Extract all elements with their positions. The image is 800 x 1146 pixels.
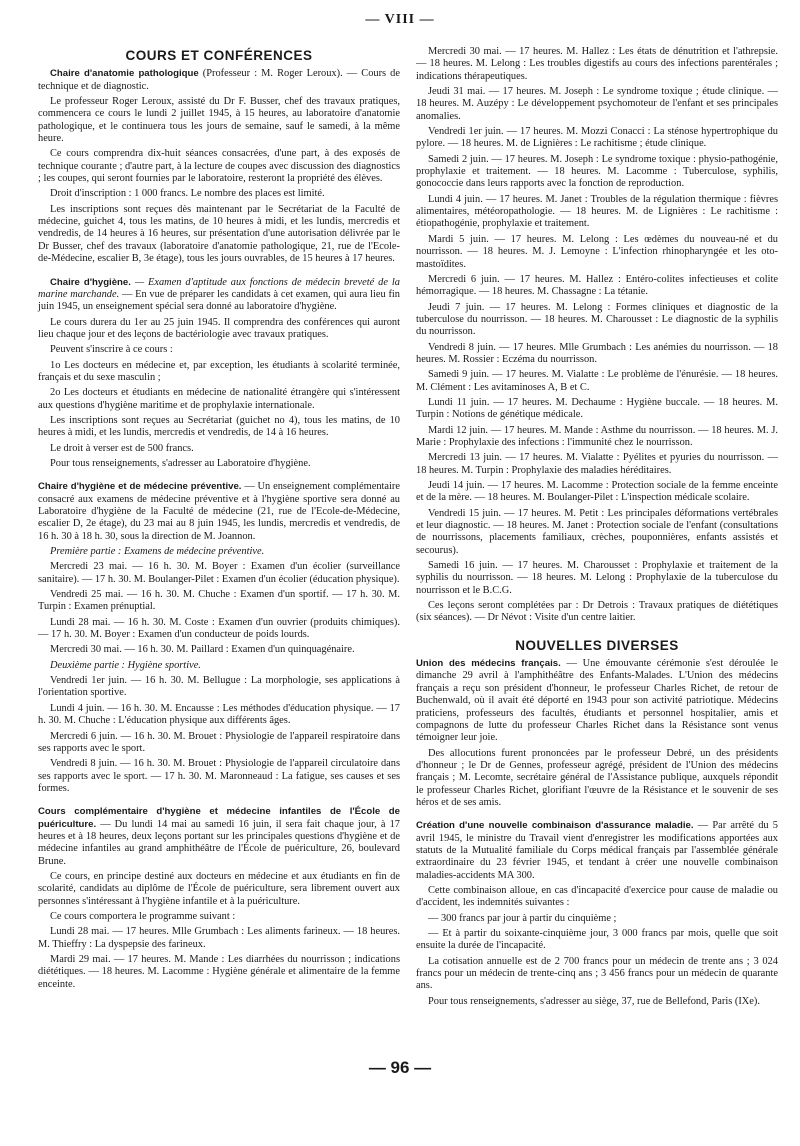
session-item: Samedi 9 juin. — 17 heures. M. Vialatte : Le problème de l'énurésie. — 18 heures. M. Clément : Les avitaminoses A, B et C. <box>416 369 778 393</box>
hyg-heading: Chaire d'hygiène. <box>50 276 131 288</box>
session-item: Mercredi 6 juin. — 16 h. 30. M. Brouet : Physiologie de l'appareil respiratoire dans ses rapports avec le sport. <box>38 730 400 754</box>
session-item: Lundi 11 juin. — 17 heures. M. Dechaume : Hygiène buccale. — 18 heures. M. Turpin : Notions de génétique médicale. <box>416 396 778 421</box>
session-item: Vendredi 8 juin. — 16 h. 30. M. Brouet : Physiologie de l'appareil circulatoire dans ses rapports avec le sport. — 17 h. 30. M. Maronneaud : La fatigue, ses causes et ses formes. <box>38 758 400 794</box>
prev-paragraph: — Un enseignement complémentaire consacré aux examens de médecine préventive et à l'hygiène sportive sera donné au Laboratoire d'hygiène de la Faculté de médecine (21, rue de l'Ecole-de-Médecine, escalier D, 2e étage), du 23 mai au 8 juin 1945, les lundis, mercredis et vendredis, de 16 h. 30 à 18 h. 30, sous la direction de M. Joannon. <box>38 481 400 542</box>
union-paragraph: Des allocutions furent prononcées par le professeur Debré, un des présidents d'honneur ; le Dr de Gennes, professeur agrégé, président de l'Union des médecins français ; M. Lecomte, secrétaire général de l'Assistance publique, auxquels répondit le professeur Charles Richet, glorifiant l'œuvre de la Résistance et le souvenir de ses héros et de ses amis. <box>416 747 778 808</box>
session-item: Mardi 29 mai. — 17 heures. M. Mande : Les diarrhées du nourrisson ; indications diététiques. — 18 heures. M. Lacomme : Hygiène générale et alimentaire de la femme enceinte. <box>38 954 400 990</box>
puer-heading: Cours complémentaire d'hygiène et médecine infantiles de l'École de puériculture. <box>38 806 400 830</box>
session-item: Lundi 4 juin. — 16 h. 30. M. Encausse : Les méthodes d'éducation physique. — 17 h. 30. M. Chuche : L'éducation physique aux différents âges. <box>38 702 400 727</box>
session-item: Lundi 28 mai. — 16 h. 30. M. Coste : Examen d'un ouvrier (produits chimiques). — 17 h. 30. M. Boyer : Examen d'un conducteur de poids lourds. <box>38 616 400 641</box>
session-item: Jeudi 31 mai. — 17 heures. M. Joseph : Le syndrome toxique ; étude clinique. — 18 heures. M. Auzépy : Le développement psychomoteur de l'enfant et ses principales anomalies. <box>416 86 778 122</box>
hyg-paragraph: Pour tous renseignements, s'adresser au Laboratoire d'hygiène. <box>50 457 311 469</box>
right-column <box>416 46 778 1011</box>
comb-paragraph: Cette combinaison alloue, en cas d'incapacité d'exercice pour cause de maladie ou d'accident, les indemnités suivantes : <box>416 884 778 909</box>
hyg-paragraph: Peuvent s'inscrire à ce cours : <box>50 344 173 356</box>
part-one-title: Première partie : Examens de médecine préventive. <box>50 546 265 558</box>
section-title-nouvelles: NOUVELLES DIVERSES <box>515 637 679 653</box>
section-title-cours: COURS ET CONFÉRENCES <box>125 48 313 63</box>
hyg-paragraph: 2o Les docteurs et étudiants en médecine de nationalité étrangère qui s'intéressent aux questions d'hygiène maritime et de prophylaxie internationale. <box>38 387 400 411</box>
session-item: Lundi 28 mai. — 17 heures. Mlle Grumbach : Les aliments farineux. — 18 heures. M. Thieffry : La dyspepsie des farineux. <box>38 926 400 950</box>
hyg-paragraph: Le droit à verser est de 500 francs. <box>50 442 194 454</box>
anat-paragraph: Ce cours comprendra dix-huit séances consacrées, d'une part, à des exposés de technique courante ; d'autre part, à la lecture de coupes avec discussion des diagnostics ; les coupes, qui seront fournies par le laboratoire, resteront la propriété des élèves. <box>38 148 400 185</box>
anat-heading: Chaire d'anatomie pathologique <box>50 68 199 80</box>
anat-paragraph: Les inscriptions sont reçues dès maintenant par le Secrétariat de la Faculté de médecine, guichet 4, tous les matins, de 10 heures à midi, et les lundis, mercredis et vendredis, de 14 heures à 16 heures, sur présentation d'une autorisation délivrée par le Dr Busser, chef des travaux (laboratoire d'anatomie pathologique, 21, rue de l'Ecole-de-Médecine, escalier B, 3e étage), tous les jours ouvrables, de 15 heures à 17 heures. <box>38 203 400 265</box>
session-item: Jeudi 14 juin. — 17 heures. M. Lacomme : Protection sociale de la femme enceinte et de la mère. — 18 heures. M. Boulanger-Pilet : L'inspection médicale scolaire. <box>416 480 778 504</box>
prev-heading: Chaire d'hygiène et de médecine préventive. <box>38 481 242 493</box>
session-item: Vendredi 1er juin. — 17 heures. M. Mozzi Conacci : La sténose hypertrophique du pylore. — 18 heures. M. de Lignières : Le rachitisme ; étude clinique. <box>416 126 778 150</box>
session-item: Mercredi 30 mai. — 16 h. 30. M. Paillard : Examen d'un quinquagénaire. <box>50 644 355 656</box>
session-item: Mercredi 6 juin. — 17 heures. M. Hallez : Entéro-colites infectieuses et colite hémorragique. — 18 heures. M. Chassagne : La tétanie. <box>416 273 778 298</box>
session-item: Vendredi 1er juin. — 16 h. 30. M. Bellugue : La morphologie, ses applications à l'orientation sportive. <box>38 675 400 699</box>
session-item: Mercredi 30 mai. — 17 heures. M. Hallez : Les états de dénutrition et l'athrepsie. — 18 heures. M. Lelong : Les troubles digestifs au cours des infections parentérales ; indications thérapeutiques. <box>416 46 778 82</box>
part-two-title: Deuxième partie : Hygiène sportive. <box>50 659 201 671</box>
session-item: Vendredi 8 juin. — 17 heures. Mlle Grumbach : Les anémies du nourrisson. — 18 heures. M. Rossier : Eczéma du nourrisson. <box>416 341 778 365</box>
session-note: Ces leçons seront complétées par : Dr Detrois : Travaux pratiques de diététiques (six séances). — Dr Névot : Visite d'un centre laitier. <box>416 600 778 624</box>
puer-paragraph: Ce cours, en principe destiné aux docteurs en médecine et aux étudiants en fin de scolarité, candidats au diplôme de l'École de puériculture, sera librement ouvert aux personnes s'intéressant à l'hygiène infantile et à la puériculture. <box>38 870 400 907</box>
session-item: Samedi 16 juin. — 17 heures. M. Charousset : Prophylaxie et traitement de la syphilis du nourrisson. — 18 heures. M. Lelong : Prophylaxie de la tuberculose du nourrisson et le B.C.G. <box>416 560 778 596</box>
session-item: Mardi 5 juin. — 17 heures. M. Lelong : Les œdèmes du nouveau-né et du nourrisson. — 18 heures. M. J. Lemoyne : L'infection rhinopharyngée et les oto-mastoïdites. <box>416 233 778 270</box>
anat-heading-tail: (Professeur : M. Roger Leroux). — Cours de technique et de diagnostic. <box>38 68 400 92</box>
hyg-paragraph: Les inscriptions sont reçues au Secrétariat (guichet no 4), tous les matins, de 10 heures à midi, et les lundis, mercredis et vendredis, de 14 à 16 heures. <box>38 414 400 439</box>
left-column <box>38 46 400 994</box>
comb-heading: Création d'une nouvelle combinaison d'assurance maladie. <box>416 820 694 832</box>
comb-paragraph: Pour tous renseignements, s'adresser au siège, 37, rue de Bellefond, Paris (IXe). <box>428 995 760 1007</box>
comb-paragraph: — Par arrêté du 5 avril 1945, le ministre du Travail vient d'enregistrer les modifications apportées aux statuts de la Mutualité familiale du Corps médical français par l'assemblée générale extraordinaire du 23 février 1945, et tendant à créer une nouvelle combinaison maladies-accidents MA 300. <box>416 820 778 881</box>
comb-paragraph: La cotisation annuelle est de 2 700 francs pour un médecin de trente ans ; 3 024 francs pour un médecin de trente-cinq ans ; 3 456 francs pour un médecin de quarante ans. <box>416 955 778 992</box>
hyg-heading-tail: — Examen d'aptitude aux fonctions de médecin breveté de la marine marchande. <box>38 276 400 300</box>
comb-paragraph: — 300 francs par jour à partir du cinquième ; <box>428 912 617 924</box>
session-item: Mercredi 23 mai. — 16 h. 30. M. Boyer : Examen d'un écolier (surveillance sanitaire). — 17 h. 30. M. Boulanger-Pilet : Examen d'un écolier (éducation physique). <box>38 561 400 585</box>
page-number: — 96 — <box>368 1058 432 1077</box>
hyg-paragraph: 1o Les docteurs en médecine et, par exception, les étudiants à scolarité terminée, français et du sexe masculin ; <box>38 359 400 383</box>
page-roman-numeral: — VIII — <box>365 12 435 27</box>
anat-paragraph: Droit d'inscription : 1 000 francs. Le nombre des places est limité. <box>50 188 325 200</box>
session-item: Jeudi 7 juin. — 17 heures. M. Lelong : Formes cliniques et diagnostic de la tuberculose du nourrisson. — 18 heures. M. Charousset : Le diagnostic de la syphilis du nourrisson. <box>416 301 778 338</box>
union-paragraph: — Une émouvante cérémonie s'est déroulée le dimanche 29 avril à l'amphithéâtre des Enfants-Malades. L'Union des médecins français a reçu son président d'honneur, le professeur Charles Richet, de retour de Buchenwald, où il avait été déporté en 1943 pour son activité patriotique. Médecins praticiens, professeurs des facultés, étudiants et personnel hospitalier, amis et compagnons de lutte du professeur Charles Richet dans la Résistance sont venus témoigner leur joie. <box>416 658 778 744</box>
anat-paragraph: Le professeur Roger Leroux, assisté du Dr F. Busser, chef des travaux pratiques, commencera ce cours le lundi 2 juillet 1945, à 15 heures, au laboratoire d'anatomie pathologique, et le continuera tous les jours de semaine, sauf le samedi, à la même heure. <box>38 96 400 145</box>
puer-paragraph: — Du lundi 14 mai au samedi 16 juin, il sera fait chaque jour, à 17 heures et à 18 heures, deux leçons portant sur les principales questions d'hygiène et de médecine infantiles au grand amphithéâtre de l'École de puériculture, 26, boulevard Brune. <box>38 818 400 867</box>
session-item: Mardi 12 juin. — 17 heures. M. Mande : Asthme du nourrisson. — 18 heures. M. J. Marie : Prophylaxie des infections : l'immunité chez le nourrisson. <box>416 424 778 448</box>
session-item: Vendredi 25 mai. — 16 h. 30. M. Chuche : Examen d'un sportif. — 17 h. 30. M. Turpin : Examen prénuptial. <box>38 589 400 613</box>
comb-paragraph: — Et à partir du soixante-cinquième jour, 3 000 francs par mois, quelle que soit ensuite la durée de l'incapacité. <box>416 928 778 952</box>
session-item: Samedi 2 juin. — 17 heures. M. Joseph : Le syndrome toxique : physio-pathogénie, prophylaxie et traitement. — 18 heures. M. Lacomme : Tuberculose, syphilis, gonococcie dans leurs rapports avec la fonction de reproduction. <box>416 153 778 190</box>
hyg-paragraph: Le cours durera du 1er au 25 juin 1945. Il comprendra des conférences qui auront lieu chaque jour et des leçons de bactériologie avec travaux pratiques. <box>38 316 400 340</box>
session-item: Mercredi 13 juin. — 17 heures. M. Vialatte : Pyélites et pyuries du nourrisson. — 18 heures. M. Turpin : Prophylaxie des maladies héréditaires. <box>416 452 778 476</box>
puer-paragraph: Ce cours comportera le programme suivant : <box>50 910 236 922</box>
session-item: Vendredi 15 juin. — 17 heures. M. Petit : Les principales déformations vertébrales et leur diagnostic. — 18 heures. M. Janet : Protection sociale de l'enfant (consultations de nourrissons, placements familiaux, crèches, pouponnières, enfants assistés et secourus). <box>416 507 778 556</box>
union-heading: Union des médecins français. <box>416 658 561 670</box>
hyg-heading-rest: — En vue de préparer les candidats à cet examen, qui aura lieu fin juin 1945, un enseignement spécial sera donné au laboratoire d'hygiène. <box>38 288 400 313</box>
session-item: Lundi 4 juin. — 17 heures. M. Janet : Troubles de la régulation thermique : fièvres alimentaires, météoropathologie. — 18 heures. M. de Lignières : Le rachitisme : étiopathogénie, prophylaxie et traitement. <box>416 193 778 230</box>
